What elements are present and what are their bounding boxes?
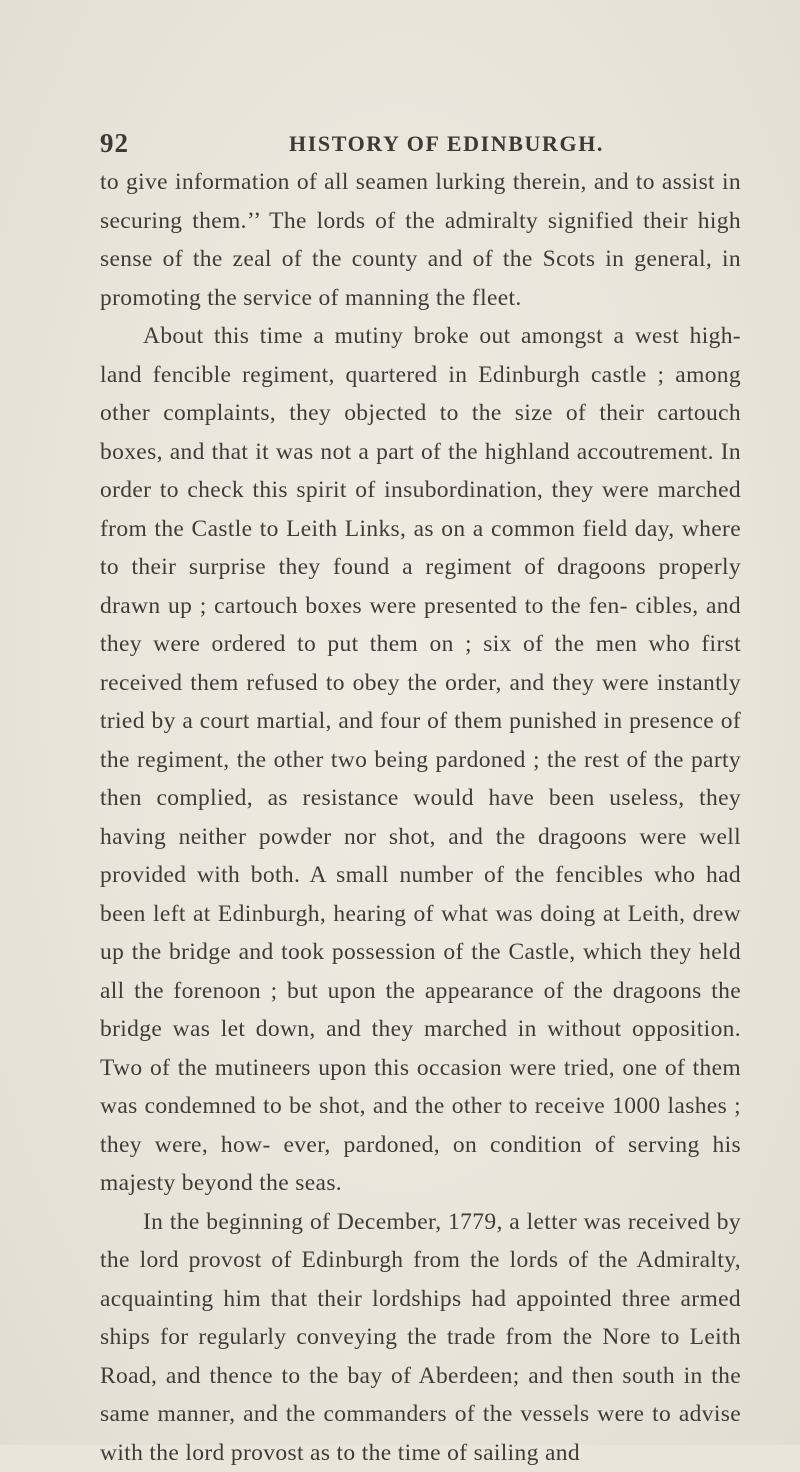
page-number: 92 — [100, 128, 129, 159]
paragraph: In the beginning of December, 1779, a letter was received by the lord provost of Edinburgh from the lords of the Admiralty, acquainting him that their lordships had appointed three armed ships for regularly conveying the trade from the Nore to Leith Road, and thence to the bay of Aberdeen; and then south in the same manner, and the commanders of the vessels were to advise with the lord provost as to the time of sailing and — [100, 1203, 741, 1472]
page-header — [100, 128, 760, 162]
paragraph: About this time a mutiny broke out amongst a west high- land fencible regiment, quartered in Edinburgh castle ; among other complaints, they objected to the size of their cartouch boxes, and that it was not a part of the highland accoutrement. In order to check this spirit of insubordination, they were marched from the Castle to Leith Links, as on a common field day, where to their surprise they found a regiment of dragoons properly drawn up ; cartouch boxes were presented to the fen- cibles, and they were ordered to put them on ; six of the men who first received them refused to obey the order, and they were instantly tried by a court martial, and four of them punished in presence of the regiment, the other two being pardoned ; the rest of the party then complied, as resistance would have been useless, they having neither powder nor shot, and the dragoons were well provided with both. A small number of the fencibles who had been left at Edinburgh, hearing of what was doing at Leith, drew up the bridge and took possession of the Castle, which they held all the forenoon ; but upon the appearance of the dragoons the bridge was let down, and they marched in without opposition. Two of the mutineers upon this occasion were tried, one of them was condemned to be shot, and the other to receive 1000 lashes ; they were, how- ever, pardoned, on condition of serving his majesty beyond the seas. — [100, 317, 741, 1203]
paragraph: to give information of all seamen lurking therein, and to assist in securing them.’’ The lords of the admiralty signified their high sense of the zeal of the county and of the Scots in general, in promoting the service of manning the fleet. — [100, 163, 741, 317]
body-text — [100, 163, 741, 1472]
running-title: HISTORY OF EDINBURGH. — [289, 131, 604, 157]
